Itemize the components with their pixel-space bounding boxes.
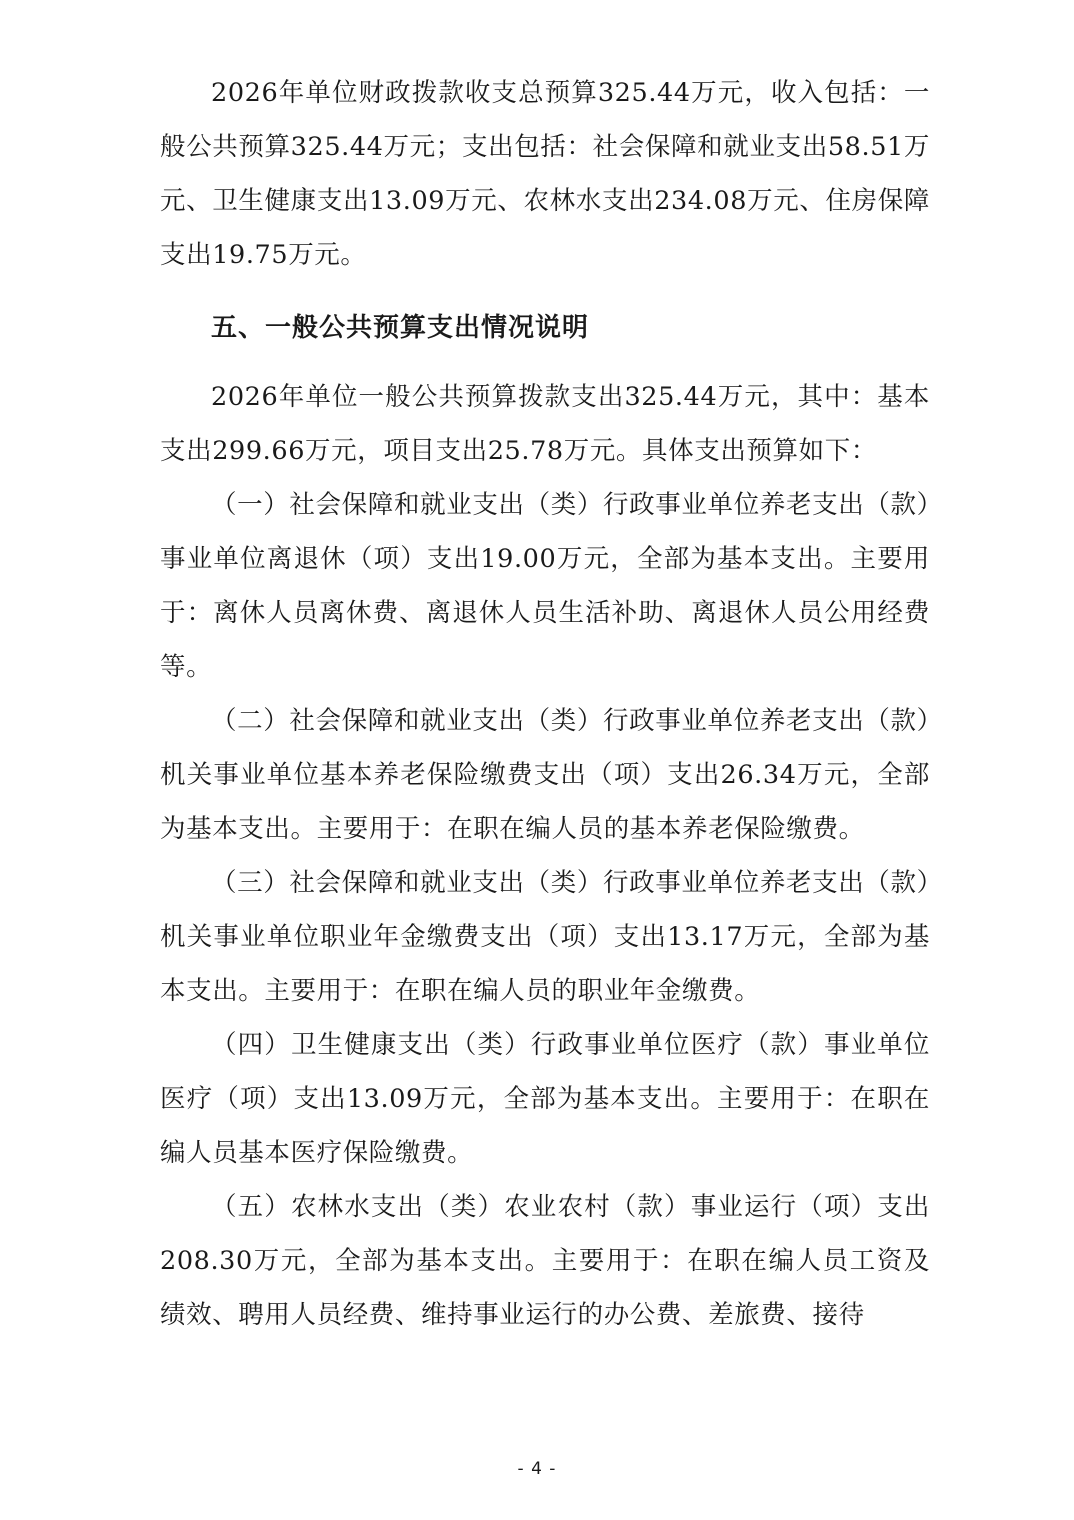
expenditure-item-5: （五）农林水支出（类）农业农村（款）事业运行（项）支出208.30万元，全部为基本支出。主要用于：在职在编人员工资及绩效、聘用人员经费、维持事业运行的办公费、差旅费、接待 bbox=[160, 1192, 930, 1330]
section-heading: 五、一般公共预算支出情况说明 bbox=[211, 313, 590, 343]
expenditure-item-2: （二）社会保障和就业支出（类）行政事业单位养老支出（款）机关事业单位基本养老保险缴费支出（项）支出26.34万元，全部为基本支出。主要用于：在职在编人员的基本养老保险缴费。 bbox=[160, 706, 930, 844]
budget-summary-paragraph: 2026年单位财政拨款收支总预算325.44万元，收入包括：一般公共预算325.44万元；支出包括：社会保障和就业支出58.51万元、卫生健康支出13.09万元、农林水支出234.08万元、住房保障支出19.75万元。 bbox=[160, 78, 930, 270]
section-intro-paragraph: 2026年单位一般公共预算拨款支出325.44万元，其中：基本支出299.66万元，项目支出25.78万元。具体支出预算如下： bbox=[160, 382, 930, 466]
expenditure-item-1: （一）社会保障和就业支出（类）行政事业单位养老支出（款）事业单位离退休（项）支出19.00万元，全部为基本支出。主要用于：离休人员离休费、离退休人员生活补助、离退休人员公用经费等。 bbox=[160, 490, 930, 682]
expenditure-item-3: （三）社会保障和就业支出（类）行政事业单位养老支出（款）机关事业单位职业年金缴费支出（项）支出13.17万元，全部为基本支出。主要用于：在职在编人员的职业年金缴费。 bbox=[160, 868, 930, 1006]
expenditure-item-4: （四）卫生健康支出（类）行政事业单位医疗（款）事业单位医疗（项）支出13.09万元，全部为基本支出。主要用于：在职在编人员基本医疗保险缴费。 bbox=[160, 1030, 930, 1168]
page-number: - 4 - bbox=[517, 1459, 557, 1479]
document-body bbox=[160, 66, 930, 1342]
